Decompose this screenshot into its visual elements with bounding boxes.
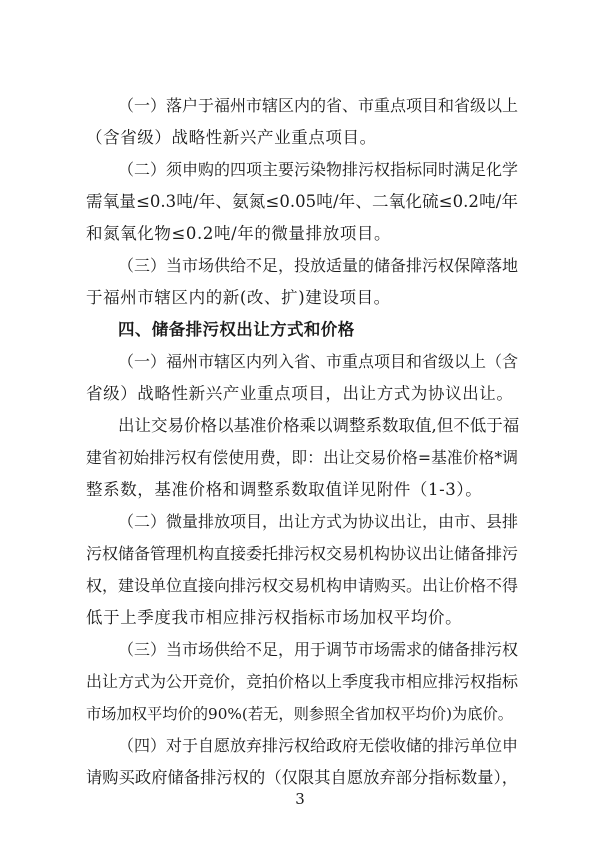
paragraph-2-line-2: 需氧量≤0.3吨/年、氨氮≤0.05吨/年、二氧化硫≤0.2吨/年: [86, 192, 518, 211]
paragraph-5-line-3: 整系数，基准价格和调整系数取值详见附件（1-3）。: [86, 480, 483, 499]
paragraph-4-line-1: （一）福州市辖区内列入省、市重点项目和省级以上（含: [118, 352, 519, 371]
paragraph-4-line-2: 省级）战略性新兴产业重点项目，出让方式为协议出让。: [86, 384, 514, 403]
paragraph-2-line-1: （二）须申购的四项主要污染物排污权指标同时满足化学: [118, 160, 519, 179]
paragraph-5-line-1: 出让交易价格以基准价格乘以调整系数取值,但不低于福: [118, 416, 520, 435]
paragraph-6-line-1: （二）微量排放项目，出让方式为协议出让，由市、县排: [118, 512, 519, 531]
paragraph-2-line-3: 和氮氧化物≤0.2吨/年的微量排放项目。: [86, 224, 392, 243]
paragraph-7-line-1: （三）当市场供给不足，用于调节市场需求的储备排污权: [118, 640, 519, 659]
paragraph-8-line-2: 请购买政府储备排污权的（仅限其自愿放弃部分指标数量），: [86, 768, 518, 787]
paragraph-1-line-1: （一）落户于福州市辖区内的省、市重点项目和省级以上: [118, 96, 519, 115]
paragraph-3-line-1: （三）当市场供给不足，投放适量的储备排污权保障落地: [118, 256, 519, 275]
paragraph-8-line-1: （四）对于自愿放弃排污权给政府无偿收储的排污单位申: [118, 736, 519, 755]
page-number: 3: [295, 790, 305, 808]
paragraph-3-line-2: 于福州市辖区内的新(改、扩)建设项目。: [86, 288, 391, 307]
paragraph-1-line-2: （含省级）战略性新兴产业重点项目。: [86, 128, 377, 147]
paragraph-7-line-2: 出让方式为公开竞价，竞拍价格以上季度我市相应排污权指标: [86, 672, 519, 691]
paragraph-5-line-2: 建省初始排污权有偿使用费，即：出让交易价格=基准价格*调: [86, 448, 518, 467]
paragraph-6-line-4: 低于上季度我市相应排污权指标市场加权平均价。: [86, 608, 463, 627]
paragraph-6-line-3: 权，建设单位直接向排污权交易机构申请购买。出让价格不得: [86, 576, 519, 595]
section-heading-4: 四、储备排污权出让方式和价格: [118, 320, 355, 339]
paragraph-7-line-3: 市场加权平均价的90%(若无，则参照全省加权平均价)为底价。: [86, 705, 514, 723]
paragraph-6-line-2: 污权储备管理机构直接委托排污权交易机构协议出让储备排污: [86, 544, 519, 563]
